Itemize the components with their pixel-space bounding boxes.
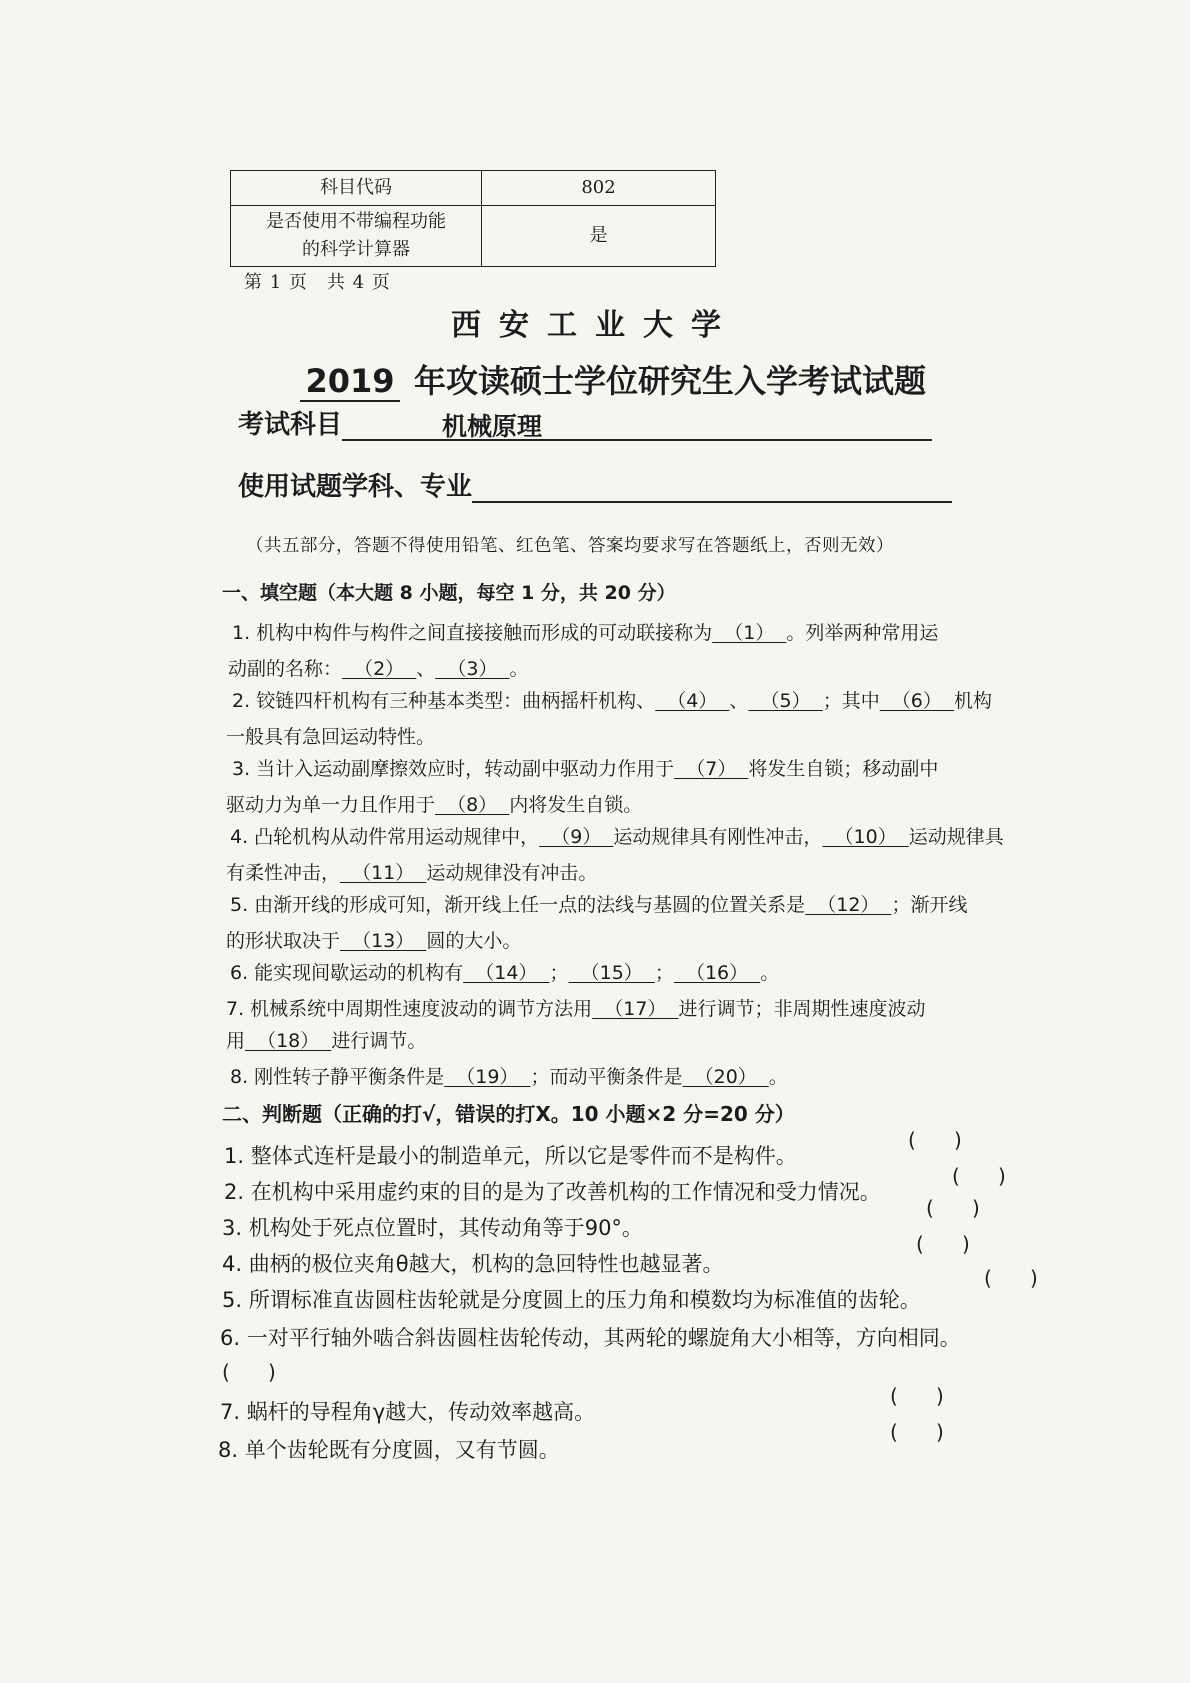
university-name: 西安工业大学 [451,308,739,343]
judgement-item: 8. 单个齿轮既有分度圆，又有节圆。 [218,1438,560,1462]
major-label: 使用试题学科、专业 [238,472,473,502]
table-row [231,171,716,206]
answer-blank: （8） [435,794,510,816]
judgement-item: 4. 曲柄的极位夹角θ越大，机构的急回特性也越显著。 [222,1252,724,1276]
answer-blank: （9） [539,826,614,848]
judgement-item: 6. 一对平行轴外啮合斜齿圆柱齿轮传动，其两轮的螺旋角大小相等，方向相同。 [220,1326,961,1350]
exam-title-text: 年攻读硕士学位研究生入学考试试题 [414,362,927,400]
question-text: 一般具有急回运动特性。 [226,726,436,748]
answer-blank: （10） [822,826,909,848]
exam-year: 2019 [300,362,400,402]
major-value-line [472,469,952,503]
question-text: 1. 机构中构件与构件之间直接接触而形成的可动联接称为 [232,622,713,644]
question-text: 6. 能实现间歇运动的机构有 [230,962,464,984]
answer-blank: （1） [712,622,787,644]
answer-blank: （4） [655,690,730,712]
judgement-item: 2. 在机构中采用虚约束的目的是为了改善机构的工作情况和受力情况。 [224,1180,881,1204]
answer-parentheses: ( ) [222,1360,276,1384]
section1-heading: 一、填空题（本大题 8 小题，每空 1 分，共 20 分） [222,582,676,604]
calculator-label-line1: 是否使用不带编程功能 [266,211,446,232]
fill-blank-line [230,958,779,985]
question-text: 的形状取决于 [226,930,341,952]
subject-label: 考试科目 [238,410,343,440]
question-text: ；而动平衡条件是 [530,1066,683,1088]
fill-blank-line [232,618,938,645]
subject-code-value: 802 [482,171,716,206]
fill-blank-line [232,686,992,713]
fill-blank-line [230,822,1004,849]
subject-row [238,404,932,441]
exam-notice: （共五部分，答题不得使用铅笔、红色笔、答案均要求写在答题纸上，否则无效） [246,536,894,556]
answer-parentheses: ( ) [926,1196,980,1220]
subject-value: 机械原理 [342,407,932,441]
question-text: ；渐开线 [891,894,968,916]
answer-blank: （7） [674,758,749,780]
question-text: 运动规律具有刚性冲击， [613,826,823,848]
question-text: 。 [760,962,780,984]
calculator-value: 是 [482,206,716,267]
question-text: 3. 当计入运动副摩擦效应时，转动副中驱动力作用于 [232,758,675,780]
judgement-item: 5. 所谓标准直齿圆柱齿轮就是分度圆上的压力角和模数均为标准值的齿轮。 [222,1288,921,1312]
answer-blank: （17） [592,998,679,1020]
judgement-item: 3. 机构处于死点位置时，其传动角等于90°。 [222,1216,643,1240]
fill-blank-line [226,858,597,885]
answer-blank: （19） [444,1066,531,1088]
answer-blank: （13） [340,930,427,952]
exam-title [300,356,926,402]
answer-parentheses: ( ) [890,1384,944,1408]
section2-heading: 二、判断题（正确的打√，错误的打Ⅹ。10 小题×2 分=20 分） [222,1102,795,1126]
question-text: 。 [768,1066,788,1088]
fill-blank-line [232,754,938,781]
question-text: 5. 由渐开线的形成可知，渐开线上任一点的法线与基圆的位置关系是 [230,894,806,916]
question-text: 有柔性冲击， [226,862,341,884]
question-text: ； [654,962,674,984]
answer-blank: （14） [463,962,550,984]
fill-blank-line [230,890,968,917]
question-text: 动副的名称： [228,658,343,680]
question-text: 进行调节；非周期性速度波动 [678,998,926,1020]
answer-blank: （5） [748,690,823,712]
fill-blank-line [230,1062,788,1089]
judgement-item: 1. 整体式连杆是最小的制造单元，所以它是零件而不是构件。 [224,1144,797,1168]
question-text: 运动规律没有冲击。 [426,862,598,884]
answer-blank: （6） [879,690,954,712]
answer-parentheses: ( ) [890,1420,944,1444]
calculator-label-line2: 的科学计算器 [302,239,410,260]
question-text: 。 [509,658,529,680]
fill-blank-line [226,994,926,1021]
answer-blank: （18） [245,1030,332,1052]
answer-parentheses: ( ) [908,1128,962,1152]
calculator-label [231,206,482,267]
answer-parentheses: ( ) [916,1232,970,1256]
question-text: ； [549,962,569,984]
answer-blank: （12） [805,894,892,916]
fill-blank-line [226,1026,426,1053]
fill-blank-line [228,654,529,681]
question-text: ；其中 [822,690,880,712]
question-text: 运动规律具 [908,826,1004,848]
fill-blank-line [226,926,521,953]
question-text: 圆的大小。 [426,930,522,952]
question-text: 机构 [953,690,992,712]
fill-blank-line [226,790,642,817]
question-text: 将发生自锁；移动副中 [748,758,939,780]
answer-blank: （20） [682,1066,769,1088]
answer-parentheses: ( ) [984,1266,1038,1290]
question-text: 、 [729,690,749,712]
subject-info-table [230,170,716,267]
question-text: 。列举两种常用运 [786,622,939,644]
question-text: 4. 凸轮机构从动件常用运动规律中， [230,826,540,848]
answer-blank: （11） [340,862,427,884]
answer-blank: （3） [435,658,510,680]
answer-blank: （15） [568,962,655,984]
subject-code-label: 科目代码 [231,171,482,206]
question-text: 进行调节。 [331,1030,427,1052]
page-indicator: 第 1 页 共 4 页 [244,272,391,293]
question-text: 7. 机械系统中周期性速度波动的调节方法用 [226,998,593,1020]
question-text: 驱动力为单一力且作用于 [226,794,436,816]
question-text: 内将发生自锁。 [509,794,643,816]
question-text: 用 [226,1030,246,1052]
fill-blank-line [226,722,435,749]
major-row [238,466,952,503]
answer-blank: （2） [342,658,417,680]
question-text: 、 [416,658,436,680]
question-text: 8. 刚性转子静平衡条件是 [230,1066,445,1088]
table-row [231,206,716,267]
answer-blank: （16） [673,962,761,984]
answer-parentheses: ( ) [952,1164,1006,1188]
question-text: 2. 铰链四杆机构有三种基本类型：曲柄摇杆机构、 [232,690,656,712]
judgement-item: 7. 蜗杆的导程角γ越大，传动效率越高。 [220,1400,596,1424]
